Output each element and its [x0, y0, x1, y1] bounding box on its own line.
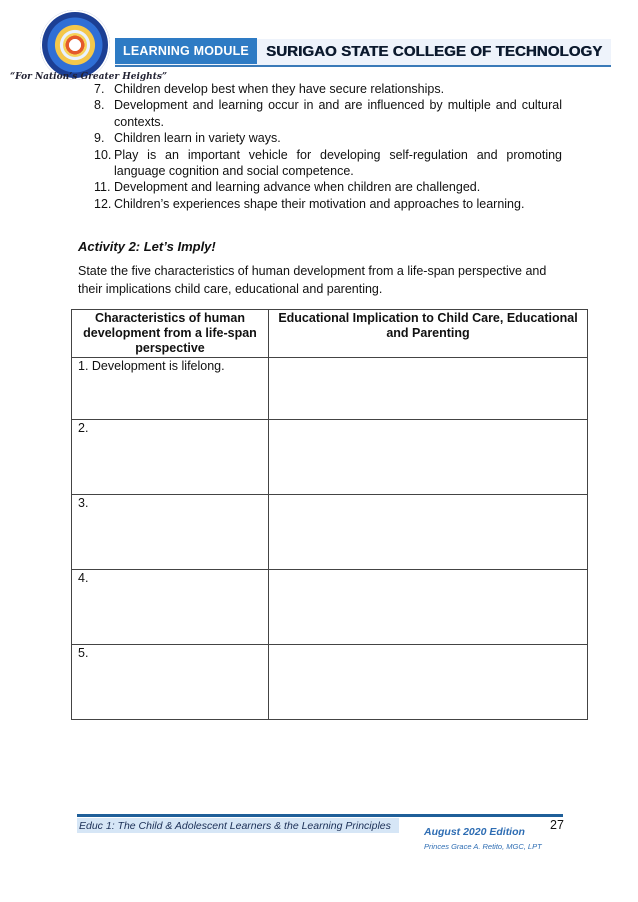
college-motto: “For Nation’s Greater Heights”: [10, 72, 168, 82]
item-number: 8.: [94, 98, 105, 113]
item-text: Children learn in variety ways.: [114, 131, 281, 146]
footer-rule: [77, 814, 563, 817]
table-cell-implication[interactable]: [269, 645, 588, 720]
table-header-row: [72, 310, 588, 358]
list-item: [80, 81, 562, 97]
seal-center: [63, 33, 87, 57]
learning-module-label: LEARNING MODULE: [115, 38, 257, 64]
table-cell-implication[interactable]: [269, 570, 588, 645]
activity-table: [71, 309, 588, 720]
table-row: [72, 420, 588, 495]
item-text: Play is an important vehicle for developing self-regulation and promoting language cognition and social competence.: [114, 147, 562, 179]
item-number: 11.: [94, 180, 111, 195]
column-header-characteristics: Characteristics of human development from a life-span perspective: [72, 310, 269, 358]
table-cell-characteristic[interactable]: 5.: [72, 645, 269, 720]
activity-instructions: State the five characteristics of human development from a life-span perspective and their implications child care, educational and parenting.: [78, 264, 547, 296]
footer-course-title: Educ 1: The Child & Adolescent Learners & the Learning Principles: [79, 820, 391, 832]
list-item: [80, 196, 562, 212]
item-text: Children’s experiences shape their motivation and approaches to learning.: [114, 196, 525, 211]
table-cell-characteristic[interactable]: 3.: [72, 495, 269, 570]
page-number: 27: [550, 818, 564, 832]
list-item: [80, 130, 562, 146]
item-number: 7.: [94, 82, 105, 96]
table-cell-characteristic[interactable]: 2.: [72, 420, 269, 495]
college-seal-icon: [40, 10, 110, 80]
table-cell-implication[interactable]: [269, 420, 588, 495]
college-name: SURIGAO STATE COLLEGE OF TECHNOLOGY: [266, 43, 603, 60]
table-row: [72, 358, 588, 420]
footer-author: Princes Grace A. Retito, MGC, LPT: [424, 842, 542, 851]
column-header-implication: Educational Implication to Child Care, Educational and Parenting: [269, 310, 588, 358]
table-cell-characteristic[interactable]: 4.: [72, 570, 269, 645]
item-text: Development and learning occur in and are influenced by multiple and cultural contexts.: [114, 98, 562, 129]
item-number: 9.: [94, 131, 105, 146]
footer-edition: August 2020 Edition: [424, 826, 525, 838]
item-number: 12.: [94, 196, 112, 211]
table-row: [72, 570, 588, 645]
table-cell-implication[interactable]: [269, 495, 588, 570]
principles-list: [80, 81, 562, 212]
list-item: [80, 147, 562, 180]
table-cell-implication[interactable]: [269, 358, 588, 420]
list-item: [80, 97, 562, 130]
table-row: [72, 495, 588, 570]
table-cell-characteristic[interactable]: 1. Development is lifelong.: [72, 358, 269, 420]
table-row: [72, 645, 588, 720]
activity-title: Activity 2: Let’s Imply!: [78, 239, 216, 254]
item-text: Development and learning advance when children are challenged.: [114, 180, 481, 195]
list-item: [80, 179, 562, 195]
item-number: 10.: [94, 147, 112, 162]
item-text: Children develop best when they have secure relationships.: [114, 82, 445, 96]
